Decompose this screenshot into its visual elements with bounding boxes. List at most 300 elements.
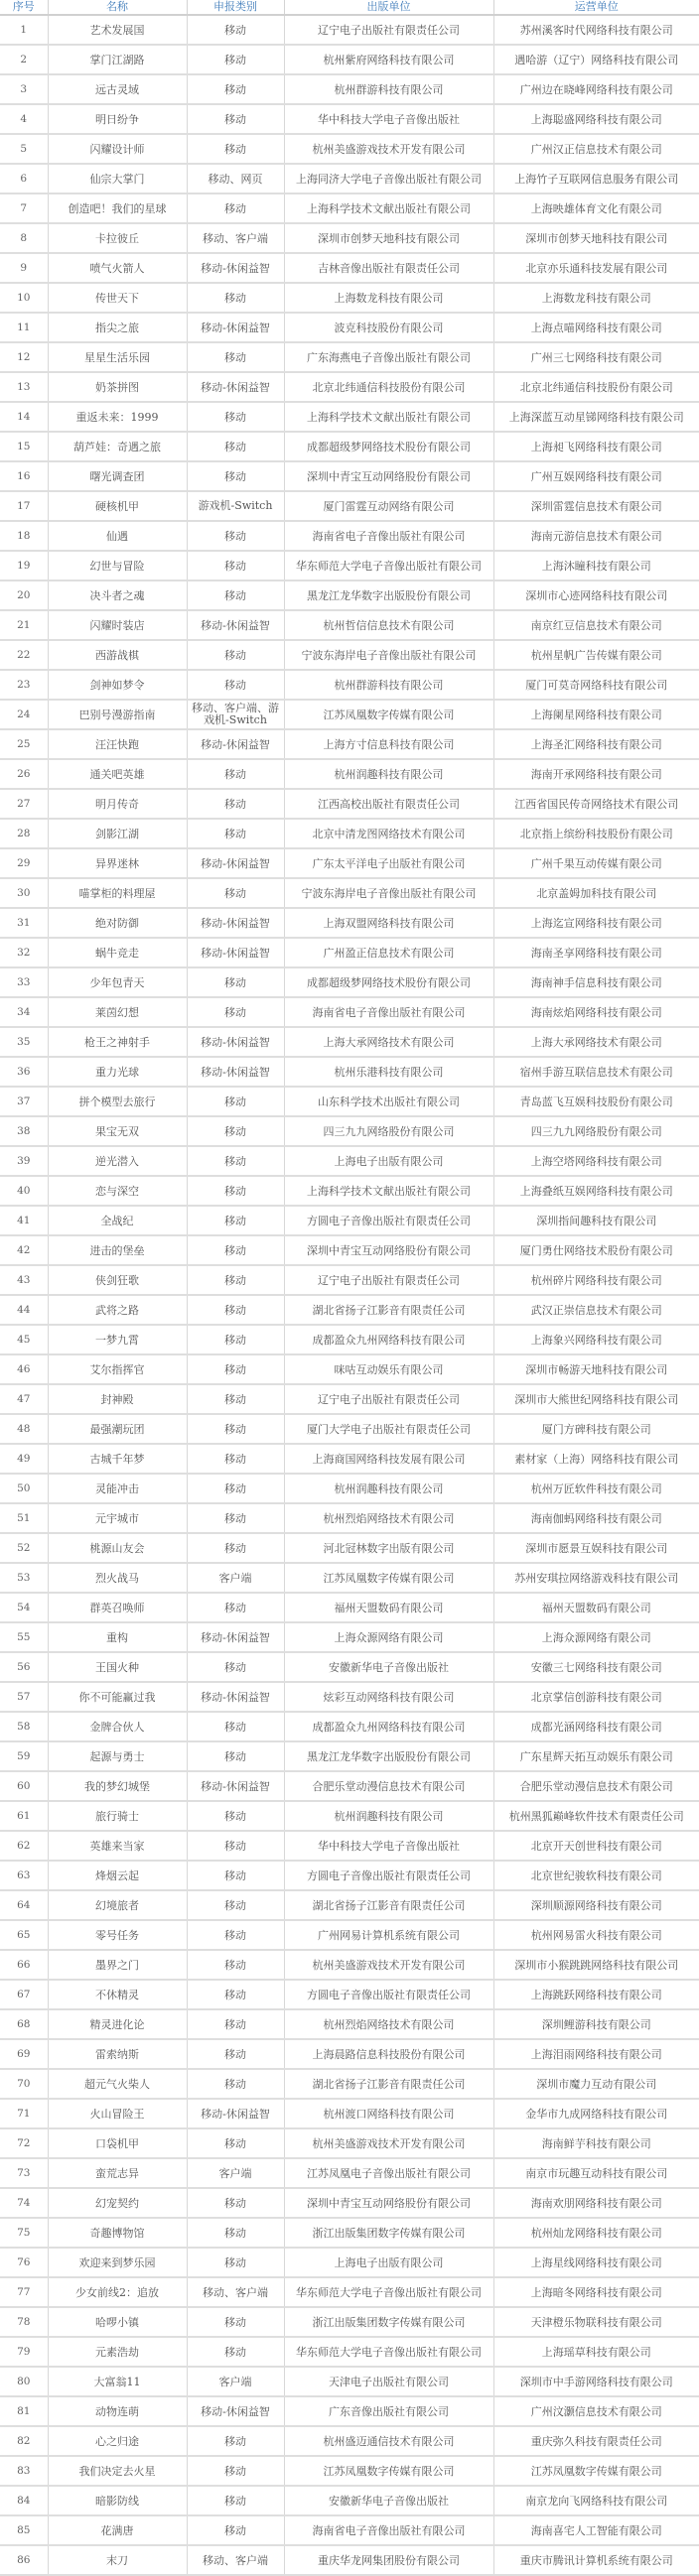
table-row	[0, 2456, 699, 2486]
col-name-cell: 我们决定去火星	[48, 2456, 187, 2486]
col-operator-cell: 上海映雄体育文化有限公司	[493, 193, 699, 223]
col-publisher-cell: 深圳市创梦天地科技有限公司	[284, 223, 493, 253]
col-index-cell: 39	[0, 1146, 48, 1176]
col-operator-cell: 上海沐瞳科技有限公司	[493, 551, 699, 580]
col-index-cell: 80	[0, 2367, 48, 2396]
col-operator-cell: 上海昶飞网络科技有限公司	[493, 432, 699, 461]
col-name-cell: 旅行骑士	[48, 1801, 187, 1831]
col-name-cell: 闪耀设计师	[48, 134, 187, 164]
col-publisher-cell: 福州天盟数码有限公司	[284, 1593, 493, 1622]
col-category-cell: 移动	[187, 878, 284, 908]
col-category-cell: 移动	[187, 670, 284, 700]
col-index-cell: 52	[0, 1533, 48, 1563]
col-operator-cell: 上海大承网络技术有限公司	[493, 1027, 699, 1057]
table-row	[0, 2039, 699, 2069]
col-publisher-cell: 安徽新华电子音像出版社	[284, 1652, 493, 1682]
col-category-cell: 客户端	[187, 1563, 284, 1593]
col-category-cell: 移动-休闲益智	[187, 1027, 284, 1057]
table-row	[0, 908, 699, 938]
col-publisher-cell: 重庆华龙网集团股份有限公司	[284, 2545, 493, 2575]
col-name-cell: 异界迷林	[48, 848, 187, 878]
col-name-cell: 少年包青天	[48, 967, 187, 997]
col-name-cell: 暗影防线	[48, 2486, 187, 2515]
table-row	[0, 1622, 699, 1652]
table-row	[0, 2128, 699, 2158]
table-row	[0, 2367, 699, 2396]
col-publisher-cell: 上海科学技术文献出版社有限公司	[284, 1176, 493, 1206]
col-index-cell: 71	[0, 2099, 48, 2128]
col-name-cell: 幻境旅者	[48, 1890, 187, 1920]
col-category-cell: 移动	[187, 1087, 284, 1116]
table-row	[0, 670, 699, 700]
table-row	[0, 1087, 699, 1116]
table-row	[0, 580, 699, 610]
col-index-cell: 79	[0, 2337, 48, 2367]
col-index-cell: 84	[0, 2486, 48, 2515]
table-row	[0, 2188, 699, 2218]
col-index-cell: 26	[0, 759, 48, 789]
col-publisher-cell: 上海科学技术文献出版社有限公司	[284, 402, 493, 432]
col-publisher-cell: 杭州润趣科技有限公司	[284, 1474, 493, 1503]
table-row	[0, 1146, 699, 1176]
col-publisher-cell: 浙江出版集团数字传媒有限公司	[284, 2218, 493, 2248]
col-name-cell: 雷索纳斯	[48, 2039, 187, 2069]
col-name-cell: 绝对防御	[48, 908, 187, 938]
table-row	[0, 1206, 699, 1235]
col-operator-cell: 江西省国民传奇网络技术有限公司	[493, 789, 699, 819]
col-name-cell: 卡拉彼丘	[48, 223, 187, 253]
table-row	[0, 1235, 699, 1265]
table-row	[0, 1295, 699, 1325]
col-name-cell: 明月传奇	[48, 789, 187, 819]
table-row	[0, 74, 699, 104]
col-operator-cell: 广州汉正信息技术有限公司	[493, 134, 699, 164]
table-row	[0, 2099, 699, 2128]
col-name-cell: 王国火种	[48, 1652, 187, 1682]
col-publisher-cell: 杭州紫府网络科技有限公司	[284, 45, 493, 74]
col-index-cell: 11	[0, 313, 48, 342]
col-publisher-cell: 辽宁电子出版社有限责任公司	[284, 1265, 493, 1295]
table-row	[0, 551, 699, 580]
col-name-cell: 烽烟云起	[48, 1861, 187, 1890]
col-publisher-cell: 山东科学技术出版社有限公司	[284, 1087, 493, 1116]
col-category-cell: 移动	[187, 1831, 284, 1861]
table-row	[0, 640, 699, 670]
col-name-cell: 口袋机甲	[48, 2128, 187, 2158]
col-operator-cell: 合肥乐堂动漫信息技术有限公司	[493, 1771, 699, 1801]
col-operator-cell: 海南欢朋网络科技有限公司	[493, 2188, 699, 2218]
col-name-cell: 拼个模型去旅行	[48, 1087, 187, 1116]
col-category-cell: 移动	[187, 193, 284, 223]
col-category-cell: 移动	[187, 104, 284, 134]
col-publisher-cell: 宁波东海岸电子音像出版社有限公司	[284, 640, 493, 670]
col-index-cell: 66	[0, 1950, 48, 1980]
col-index-cell: 65	[0, 1920, 48, 1950]
col-index-cell: 40	[0, 1176, 48, 1206]
col-operator-cell: 北京盖姆加科技有限公司	[493, 878, 699, 908]
col-index-cell: 63	[0, 1861, 48, 1890]
col-operator-cell: 杭州黑狐巅峰软件技术有限责任公司	[493, 1801, 699, 1831]
col-index-cell: 6	[0, 164, 48, 193]
col-category-cell: 移动	[187, 1652, 284, 1682]
col-publisher-cell: 华东师范大学电子音像出版社有限公司	[284, 2337, 493, 2367]
col-category-cell: 移动-休闲益智	[187, 313, 284, 342]
col-category-cell: 移动	[187, 2248, 284, 2277]
col-index-cell: 13	[0, 372, 48, 402]
col-operator-cell: 南京红豆信息技术有限公司	[493, 610, 699, 640]
col-publisher-cell: 宁波东海岸电子音像出版社有限公司	[284, 878, 493, 908]
col-name-cell: 烈火战马	[48, 1563, 187, 1593]
table-row	[0, 819, 699, 848]
table-row	[0, 789, 699, 819]
col-category-cell: 移动	[187, 2456, 284, 2486]
col-operator-cell: 重庆市腾讯计算机系统有限公司	[493, 2545, 699, 2575]
col-publisher-cell: 江苏凤凰电子音像出版社有限公司	[284, 2158, 493, 2188]
col-index-cell: 48	[0, 1414, 48, 1444]
col-name-cell: 封神殿	[48, 1384, 187, 1414]
col-name-cell: 创造吧！我们的星球	[48, 193, 187, 223]
col-operator-cell: 深圳顺源网络科技有限公司	[493, 1890, 699, 1920]
col-operator-cell: 天津橙乐物联科技有限公司	[493, 2307, 699, 2337]
col-index-cell: 60	[0, 1771, 48, 1801]
col-index-cell: 12	[0, 342, 48, 372]
col-publisher-cell: 上海同济大学电子音像出版社有限公司	[284, 164, 493, 193]
col-name-cell: 喷气火箭人	[48, 253, 187, 283]
col-publisher-cell: 上海电子出版有限公司	[284, 2248, 493, 2277]
col-publisher-cell: 黑龙江龙华数字出版股份有限公司	[284, 1741, 493, 1771]
col-index-cell: 64	[0, 1890, 48, 1920]
col-category-cell: 移动	[187, 1503, 284, 1533]
col-category-cell: 移动	[187, 997, 284, 1027]
col-name-cell: 掌门江湖路	[48, 45, 187, 74]
col-category-cell: 移动-休闲益智	[187, 253, 284, 283]
col-index-cell: 50	[0, 1474, 48, 1503]
table-row	[0, 1414, 699, 1444]
table-row	[0, 223, 699, 253]
col-operator-cell: 深圳市愿景互娱科技有限公司	[493, 1533, 699, 1563]
col-category-cell: 移动-休闲益智	[187, 610, 284, 640]
col-category-cell: 移动	[187, 1444, 284, 1474]
col-category-cell: 移动	[187, 967, 284, 997]
col-publisher-cell: 杭州群游科技有限公司	[284, 670, 493, 700]
table-row	[0, 2545, 699, 2575]
col-operator-cell: 杭州网易雷火科技有限公司	[493, 1920, 699, 1950]
col-category-cell: 移动	[187, 1741, 284, 1771]
table-row	[0, 193, 699, 223]
table-row	[0, 1920, 699, 1950]
col-category-cell: 移动	[187, 1384, 284, 1414]
col-publisher-cell: 华中科技大学电子音像出版社	[284, 104, 493, 134]
col-operator-cell: 深圳市大熊世纪网络科技有限公司	[493, 1384, 699, 1414]
col-operator-cell: 上海数龙科技有限公司	[493, 283, 699, 313]
col-publisher-cell: 上海商国网络科技发展有限公司	[284, 1444, 493, 1474]
col-name-cell: 起源与勇士	[48, 1741, 187, 1771]
col-category-cell: 移动	[187, 789, 284, 819]
col-category-cell: 移动、客户端、游戏机-Switch	[187, 700, 284, 729]
col-name-cell: 闪耀时装店	[48, 610, 187, 640]
table-row	[0, 1325, 699, 1354]
table-row	[0, 461, 699, 491]
col-name-cell: 葫芦娃：奇遇之旅	[48, 432, 187, 461]
col-publisher-cell: 辽宁电子出版社有限责任公司	[284, 15, 493, 45]
col-name-cell: 剑神如梦令	[48, 670, 187, 700]
col-publisher-cell: 方圆电子音像出版社有限责任公司	[284, 1206, 493, 1235]
col-name-cell: 墨界之门	[48, 1950, 187, 1980]
col-index-cell: 2	[0, 45, 48, 74]
col-name-cell: 心之归途	[48, 2426, 187, 2456]
col-publisher-cell: 安徽新华电子音像出版社	[284, 2486, 493, 2515]
col-name-cell: 火山冒险王	[48, 2099, 187, 2128]
col-category-cell: 移动、客户端	[187, 2277, 284, 2307]
table-row	[0, 2248, 699, 2277]
col-category-cell: 移动	[187, 1116, 284, 1146]
col-index-cell: 41	[0, 1206, 48, 1235]
col-operator-cell: 广州互娱网络科技有限公司	[493, 461, 699, 491]
col-publisher-cell: 江苏凤凰数字传媒有限公司	[284, 700, 493, 729]
col-name-cell: 巴别号漫游指南	[48, 700, 187, 729]
col-operator-cell: 杭州星帆广告传媒有限公司	[493, 640, 699, 670]
table-row	[0, 610, 699, 640]
col-operator-cell: 北京亦乐通科技发展有限公司	[493, 253, 699, 283]
col-index-cell: 34	[0, 997, 48, 1027]
col-publisher-cell: 杭州美盛游戏技术开发有限公司	[284, 1950, 493, 1980]
col-category-cell: 移动	[187, 1950, 284, 1980]
col-name-cell: 少女前线2：追放	[48, 2277, 187, 2307]
col-index-cell: 70	[0, 2069, 48, 2099]
col-publisher-cell: 深圳中青宝互动网络股份有限公司	[284, 1235, 493, 1265]
col-category-cell: 客户端	[187, 2158, 284, 2188]
table-row	[0, 2009, 699, 2039]
col-index-cell: 59	[0, 1741, 48, 1771]
table-row	[0, 2069, 699, 2099]
col-operator-cell: 广州三七网络科技有限公司	[493, 342, 699, 372]
col-operator-cell: 杭州碎片网络科技有限公司	[493, 1265, 699, 1295]
col-publisher-cell: 杭州哲信信息技术有限公司	[284, 610, 493, 640]
col-category-cell: 移动	[187, 15, 284, 45]
col-publisher-cell: 湖北省扬子江影音有限责任公司	[284, 1295, 493, 1325]
col-publisher-cell: 深圳中青宝互动网络股份有限公司	[284, 2188, 493, 2218]
col-publisher-cell: 湖北省扬子江影音有限责任公司	[284, 2069, 493, 2099]
table-row	[0, 372, 699, 402]
col-operator-cell: 海南元游信息技术有限公司	[493, 521, 699, 551]
col-operator-cell: 江苏凤凰数字传媒有限公司	[493, 2456, 699, 2486]
table-row	[0, 2486, 699, 2515]
col-publisher-cell: 杭州盛迈通信技术有限公司	[284, 2426, 493, 2456]
col-category-cell: 移动	[187, 402, 284, 432]
col-category-cell: 移动	[187, 551, 284, 580]
col-index-cell: 21	[0, 610, 48, 640]
col-name-cell: 重力光球	[48, 1057, 187, 1087]
col-name-cell: 枪王之神射手	[48, 1027, 187, 1057]
col-category-cell: 移动	[187, 1146, 284, 1176]
table-row	[0, 2277, 699, 2307]
col-name-cell: 元素浩劫	[48, 2337, 187, 2367]
col-index-cell: 32	[0, 938, 48, 967]
col-index-cell: 18	[0, 521, 48, 551]
col-name-cell: 精灵进化论	[48, 2009, 187, 2039]
col-operator-cell: 武汉正崇信息技术有限公司	[493, 1295, 699, 1325]
col-operator-cell: 青岛蓝飞互娱科技股份有限公司	[493, 1087, 699, 1116]
col-category-cell: 移动	[187, 759, 284, 789]
col-category-cell: 移动、客户端	[187, 2545, 284, 2575]
col-name-cell: 剑影江湖	[48, 819, 187, 848]
col-operator-cell: 上海竹子互联网信息服务有限公司	[493, 164, 699, 193]
col-name-cell: 远古灵域	[48, 74, 187, 104]
col-publisher-cell: 杭州美盛游戏技术开发有限公司	[284, 2128, 493, 2158]
table-row	[0, 2307, 699, 2337]
col-category-cell: 游戏机-Switch	[187, 491, 284, 521]
col-category-cell: 移动	[187, 461, 284, 491]
col-publisher-cell: 广东音像出版社有限公司	[284, 2396, 493, 2426]
col-index-cell: 36	[0, 1057, 48, 1087]
col-operator-cell: 南京龙向飞网络科技有限公司	[493, 2486, 699, 2515]
col-operator-cell: 上海阑星网络科技有限公司	[493, 700, 699, 729]
col-index-cell: 75	[0, 2218, 48, 2248]
col-index-cell: 61	[0, 1801, 48, 1831]
col-name-cell: 蜗牛竞走	[48, 938, 187, 967]
col-index-cell: 69	[0, 2039, 48, 2069]
col-name-cell: 零号任务	[48, 1920, 187, 1950]
col-publisher-cell: 成都超级梦网络技术股份有限公司	[284, 432, 493, 461]
col-publisher-cell: 厦门大学电子出版社有限责任公司	[284, 1414, 493, 1444]
col-operator-cell: 上海空塔网络科技有限公司	[493, 1146, 699, 1176]
col-category-cell: 移动	[187, 1890, 284, 1920]
col-publisher-cell: 厦门雷霆互动网络有限公司	[284, 491, 493, 521]
col-operator-cell: 北京指上缤纷科技股份有限公司	[493, 819, 699, 848]
col-operator-cell: 广州汶灏信息技术有限公司	[493, 2396, 699, 2426]
col-publisher-cell: 上海双盟网络科技有限公司	[284, 908, 493, 938]
col-name-cell: 群英召唤师	[48, 1593, 187, 1622]
col-publisher-cell: 成都盈众九州网络科技有限公司	[284, 1325, 493, 1354]
col-index-cell: 19	[0, 551, 48, 580]
col-index-cell: 10	[0, 283, 48, 313]
table-row	[0, 283, 699, 313]
col-index-cell: 27	[0, 789, 48, 819]
col-publisher-cell: 华东师范大学电子音像出版社有限公司	[284, 551, 493, 580]
table-row	[0, 848, 699, 878]
col-name-cell: 哈啰小镇	[48, 2307, 187, 2337]
table-row	[0, 729, 699, 759]
col-operator-cell: 北京世纪骏软科技有限公司	[493, 1861, 699, 1890]
col-index-cell: 46	[0, 1354, 48, 1384]
col-operator-cell: 上海瑶草科技有限公司	[493, 2337, 699, 2367]
col-operator-cell: 福州天盟数码有限公司	[493, 1593, 699, 1622]
col-index-cell: 17	[0, 491, 48, 521]
col-category-cell: 移动	[187, 2218, 284, 2248]
col-publisher-cell: 海南省电子音像出版社有限公司	[284, 2515, 493, 2545]
col-publisher-cell: 广州网易计算机系统有限公司	[284, 1920, 493, 1950]
col-operator-cell: 遇哈游（辽宁）网络科技有限公司	[493, 45, 699, 74]
col-publisher-cell: 四三九九网络股份有限公司	[284, 1116, 493, 1146]
col-operator-cell: 深圳指间趣科技有限公司	[493, 1206, 699, 1235]
col-category-cell: 移动-休闲益智	[187, 848, 284, 878]
col-publisher-cell: 炫彩互动网络科技有限公司	[284, 1682, 493, 1712]
col-name-cell: 我的梦幻城堡	[48, 1771, 187, 1801]
col-operator-cell: 上海深蓝互动星锑网络科技有限公司	[493, 402, 699, 432]
col-index-cell: 5	[0, 134, 48, 164]
col-category-cell: 移动	[187, 1206, 284, 1235]
col-name-cell: 欢迎来到梦乐园	[48, 2248, 187, 2277]
table-row	[0, 2218, 699, 2248]
col-index-cell: 29	[0, 848, 48, 878]
col-publisher-cell: 吉林音像出版社有限责任公司	[284, 253, 493, 283]
col-operator-cell: 上海众源网络有限公司	[493, 1622, 699, 1652]
col-category-cell: 移动、网页	[187, 164, 284, 193]
col-publisher-cell: 上海电子出版有限公司	[284, 1146, 493, 1176]
col-operator-cell: 南京市玩趣互动科技有限公司	[493, 2158, 699, 2188]
col-publisher-cell: 方圆电子音像出版社有限责任公司	[284, 1861, 493, 1890]
col-category-cell: 移动	[187, 2337, 284, 2367]
col-operator-cell: 上海星线网络科技有限公司	[493, 2248, 699, 2277]
col-category-cell: 移动	[187, 819, 284, 848]
col-index-cell: 25	[0, 729, 48, 759]
table-row	[0, 2515, 699, 2545]
col-operator-cell: 深圳鲤游科技有限公司	[493, 2009, 699, 2039]
col-name-cell: 元宇城市	[48, 1503, 187, 1533]
col-publisher-cell: 杭州润趣科技有限公司	[284, 1801, 493, 1831]
col-category-cell: 移动	[187, 1176, 284, 1206]
col-index-cell: 45	[0, 1325, 48, 1354]
table-body	[0, 15, 699, 2575]
col-operator-cell: 海南神手信息科技有限公司	[493, 967, 699, 997]
col-index-cell: 15	[0, 432, 48, 461]
col-publisher-cell: 上海数龙科技有限公司	[284, 283, 493, 313]
col-publisher-cell: 合肥乐堂动漫信息技术有限公司	[284, 1771, 493, 1801]
col-name-cell: 进击的堡垒	[48, 1235, 187, 1265]
col-publisher-cell: 杭州渡口网络科技有限公司	[284, 2099, 493, 2128]
col-publisher-cell: 广东海燕电子音像出版社有限公司	[284, 342, 493, 372]
col-index-cell: 62	[0, 1831, 48, 1861]
col-operator-cell: 广州边在晓峰网络科技有限公司	[493, 74, 699, 104]
col-operator-cell: 苏州安琪拉网络游戏科技有限公司	[493, 1563, 699, 1593]
col-index-cell: 83	[0, 2456, 48, 2486]
table-header	[0, 0, 699, 15]
col-publisher-cell: 江西高校出版社有限责任公司	[284, 789, 493, 819]
col-index-cell: 20	[0, 580, 48, 610]
col-index-cell: 8	[0, 223, 48, 253]
table-row	[0, 1712, 699, 1741]
col-operator-cell: 上海聪盛网络科技有限公司	[493, 104, 699, 134]
col-publisher-cell: 杭州烈焰网络技术有限公司	[284, 2009, 493, 2039]
col-operator-cell: 北京掌信创游科技有限公司	[493, 1682, 699, 1712]
table-row	[0, 15, 699, 45]
table-row	[0, 1533, 699, 1563]
col-operator-cell: 海南炫焰网络科技有限公司	[493, 997, 699, 1027]
table-row	[0, 700, 699, 729]
header-col-operator: 运营单位	[493, 0, 699, 15]
table-row	[0, 134, 699, 164]
col-name-cell: 艾尔指挥官	[48, 1354, 187, 1384]
col-operator-cell: 宿州手游互联信息技术有限公司	[493, 1057, 699, 1087]
col-name-cell: 恋与深空	[48, 1176, 187, 1206]
col-index-cell: 68	[0, 2009, 48, 2039]
col-operator-cell: 上海暗冬网络科技有限公司	[493, 2277, 699, 2307]
col-index-cell: 33	[0, 967, 48, 997]
col-operator-cell: 上海叠纸互娱网络科技有限公司	[493, 1176, 699, 1206]
col-publisher-cell: 上海众源网络有限公司	[284, 1622, 493, 1652]
col-category-cell: 移动	[187, 2069, 284, 2099]
col-category-cell: 移动	[187, 1325, 284, 1354]
table-row	[0, 1771, 699, 1801]
col-operator-cell: 深圳市创梦天地科技有限公司	[493, 223, 699, 253]
col-name-cell: 指尖之旅	[48, 313, 187, 342]
col-name-cell: 蛮荒志异	[48, 2158, 187, 2188]
col-operator-cell: 广州千果互动传媒有限公司	[493, 848, 699, 878]
table-row	[0, 1176, 699, 1206]
col-name-cell: 超元气火柴人	[48, 2069, 187, 2099]
table-row	[0, 432, 699, 461]
col-name-cell: 艺术发展国	[48, 15, 187, 45]
